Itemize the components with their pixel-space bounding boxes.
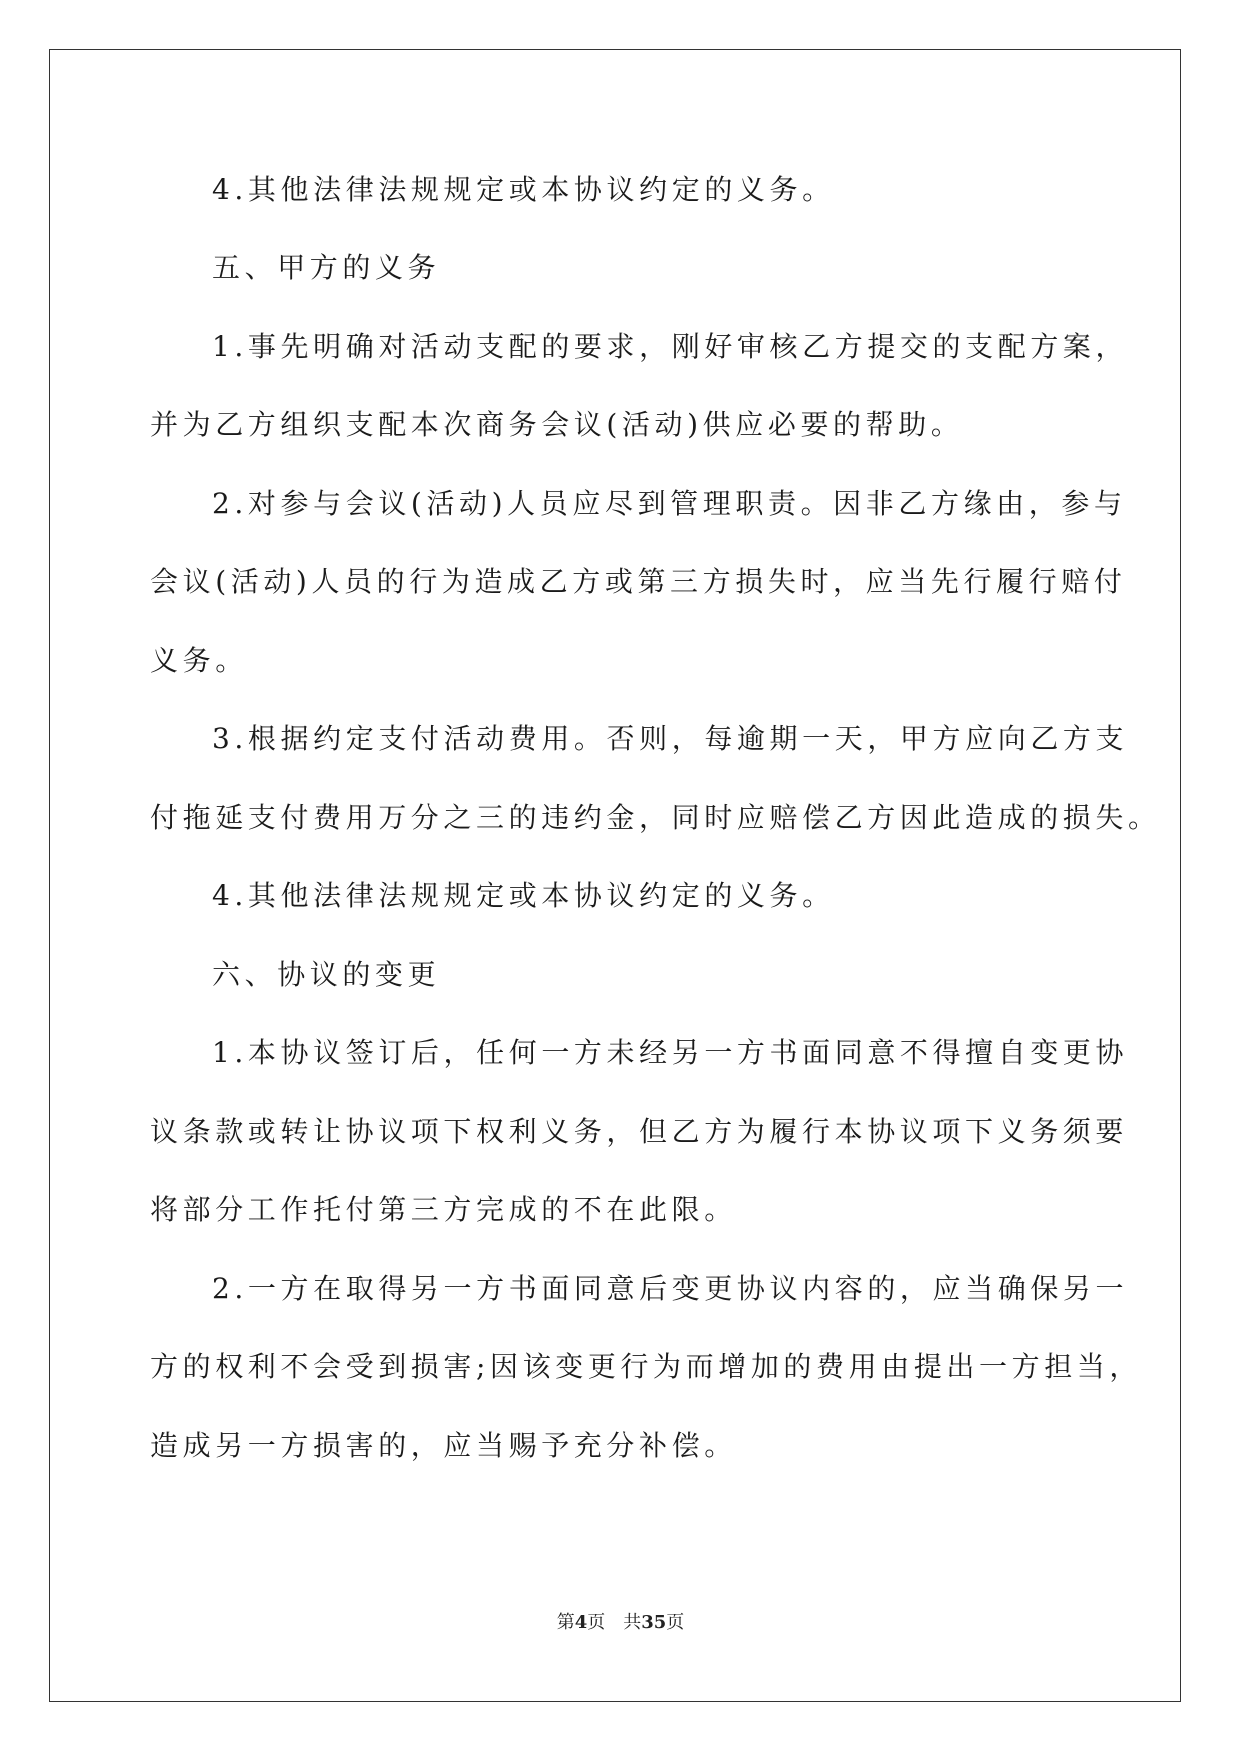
page-footer: [0, 1608, 1241, 1634]
total-suffix: 页: [666, 1612, 685, 1633]
page-number: 4: [574, 1612, 588, 1633]
paragraph-line: 2.对参与会议(活动)人员应尽到管理职责。因非乙方缘由，参与: [212, 487, 1127, 520]
total-pages: 35: [641, 1612, 667, 1633]
paragraph-line: 方的权利不会受到损害;因该变更行为而增加的费用由提出一方担当，: [150, 1350, 1143, 1383]
section-heading: 六、协议的变更: [212, 958, 441, 991]
paragraph-line: 付拖延支付费用万分之三的违约金，同时应赔偿乙方因此造成的损失。: [150, 801, 1161, 834]
paragraph-line: 造成另一方损害的，应当赐予充分补偿。: [150, 1429, 737, 1462]
paragraph-line: 议条款或转让协议项下权利义务，但乙方为履行本协议项下义务须要: [150, 1115, 1129, 1148]
paragraph-line: 并为乙方组织支配本次商务会议(活动)供应必要的帮助。: [150, 408, 964, 441]
paragraph-line: 将部分工作托付第三方完成的不在此限。: [150, 1193, 737, 1226]
paragraph-line: 1.本协议签订后，任何一方未经另一方书面同意不得擅自变更协: [212, 1036, 1129, 1069]
page-prefix: 第: [556, 1612, 575, 1633]
paragraph-line: 义务。: [150, 644, 248, 677]
paragraph-line: 1.事先明确对活动支配的要求，刚好审核乙方提交的支配方案，: [212, 330, 1129, 363]
paragraph-line: 3.根据约定支付活动费用。否则，每逾期一天，甲方应向乙方支: [212, 722, 1129, 755]
page-suffix: 页: [587, 1612, 606, 1633]
paragraph-line: 4.其他法律法规规定或本协议约定的义务。: [212, 879, 835, 912]
section-heading: 五、甲方的义务: [212, 251, 441, 284]
paragraph-line: 4.其他法律法规规定或本协议约定的义务。: [212, 173, 835, 206]
paragraph-line: 2.一方在取得另一方书面同意后变更协议内容的，应当确保另一: [212, 1272, 1129, 1305]
paragraph-line: 会议(活动)人员的行为造成乙方或第三方损失时，应当先行履行赔付: [150, 565, 1127, 598]
total-prefix: 共: [623, 1612, 642, 1633]
